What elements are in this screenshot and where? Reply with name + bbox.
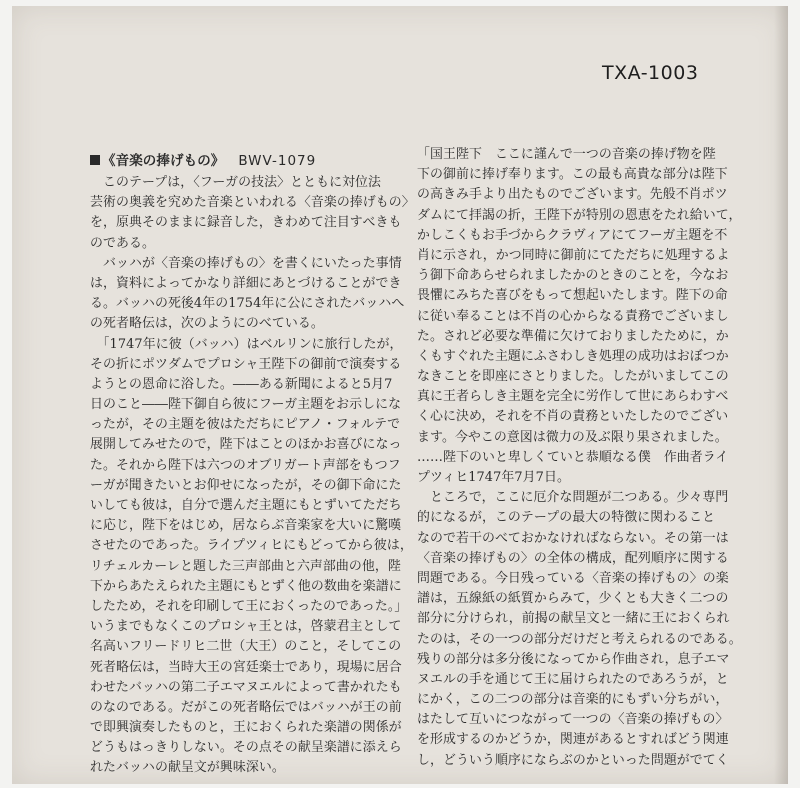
text-line: 展開してみせたので，陛下はことのほかお喜びになっ <box>90 437 402 453</box>
text-line: 譜は，五線紙の紙質からみて，少くとも大きく二つの <box>417 591 729 607</box>
text-line: はたして互いにつながって一つの〈音楽の捧げもの〉 <box>417 712 729 728</box>
text-line: リチェルカーレと題した三声部曲と六声部曲の他，陛 <box>90 558 401 574</box>
text-line: いうまでもなくこのプロシャ王とは，啓蒙君主として <box>90 619 402 635</box>
text-line: 問題である。今日残っている〈音楽の捧げもの〉の楽 <box>417 570 729 586</box>
text-line: く心に決め，それを不肖の責務といたしたのでござい <box>417 409 729 425</box>
text-line: た。それから陛下は六つのオブリガート声部をもつフ <box>90 457 401 473</box>
text-line: 部分に分けられ，前揭の献呈文と一緒に王におくられ <box>417 611 730 627</box>
text-line: バッハが〈音楽の捧げもの〉を書くにいたった事情 <box>90 255 402 271</box>
text-line: 残りの部分は多分後になってから作曲され，息子エマ <box>417 651 730 667</box>
text-line: ーガが聞きたいとお仰せになったが，その御下命にた <box>90 477 402 493</box>
text-line: にかく，この二つの部分は音楽的にもずい分ちがい， <box>417 692 729 708</box>
text-line: 「1747年に彼（バッハ）はベルリンに旅行したが， <box>90 336 403 352</box>
text-line: し，どういう順序にならぶのかといった問題がでてく <box>417 752 729 768</box>
text-line: れたバッハの献呈文が興味深い。 <box>90 760 285 776</box>
bwv-number: BWV-1079 <box>238 153 317 169</box>
text-line: 下からあたえられた主題にもとずく他の数曲を楽譜に <box>90 578 402 594</box>
text-line: 〈音楽の捧げもの〉の全体の構成，配列順序に関する <box>417 550 729 566</box>
text-line: このテープは，〈フーガの技法〉とともに対位法 <box>90 175 382 190</box>
text-line: どうもはっきりしない。その点その献呈楽譜に添えら <box>90 740 402 756</box>
right-text-lines <box>417 145 742 771</box>
text-line: くもすぐれた主題にふさわしき処理の成功はおぼつか <box>417 348 729 364</box>
left-column <box>90 151 415 779</box>
text-line: ところで，ここに厄介な問題が二つある。少々専門 <box>417 490 729 506</box>
text-line: かしこくもお手づからクラヴィアにてフーガ主題を不 <box>417 227 728 243</box>
text-line: に応じ，陛下をはじめ，居ならぶ音楽家を大いに驚嘆 <box>90 518 402 534</box>
text-line: ……陛下のいと卑しくていと恭順なる僕 作曲者ライ <box>417 449 729 465</box>
text-line: の高きみ手より出たものでございます。先般不肖ポツ <box>417 187 728 203</box>
text-line: ようとの恩命に浴した。――ある新聞によると5月7 <box>90 376 393 392</box>
text-line: なきことを即座にさとりました。したがいましてこの <box>417 369 729 385</box>
text-line: 的になるが，このテープの最大の特徴に関わること <box>417 510 716 526</box>
text-line: 肖に示され，かつ同時に御前にてただちに処理するよ <box>417 247 730 263</box>
text-line: 名高いフリードリヒ二世（大王）のこと，そしてこの <box>90 639 402 655</box>
text-line: 畏懼にみちた喜びをもって想起いたします。陛下の命 <box>417 288 728 304</box>
text-line: は，資料によってかなり詳細にあとづけることができ <box>90 275 402 291</box>
text-line: したため，それを印刷して王におくったのであった。」 <box>90 598 408 614</box>
text-line: る。バッハの死後4年の1754年に公にされたバッハへ <box>90 296 405 312</box>
text-line: 下の御前に捧げ奉ります。この最も高貴な部分は陛下 <box>417 167 728 183</box>
text-line: たのは，その一つの部分だけだと考えられるのである。 <box>417 631 742 647</box>
right-column <box>417 145 742 771</box>
text-line: わせたバッハの第二子エマヌエルによって書かれたも <box>90 679 402 695</box>
text-line: させたのであった。ライプツィヒにもどってから彼は， <box>90 538 413 554</box>
heading-title: 《音楽の捧げもの》 <box>102 153 225 169</box>
text-line: ヌエルの手を通じて王に届けられたのであろうが，と <box>417 671 729 687</box>
text-line: のなのである。だがこの死者略伝ではバッハが王の前 <box>90 699 402 715</box>
text-line: を，原典そのままに録音した，きわめて注目すべきも <box>90 215 402 231</box>
left-text-lines <box>90 173 415 779</box>
text-line: を形成するのかどうか，関連があるとすればどう関連 <box>417 732 729 748</box>
text-line: た。されど必要な準備に欠けておりましたために，か <box>417 328 729 344</box>
text-line: プツィヒ1747年7月7日。 <box>417 470 570 485</box>
text-line: その折にポツダムでプロシャ王陛下の御前で演奏する <box>90 356 402 372</box>
catalog-number: TXA-1003 <box>602 62 699 84</box>
text-line: 死者略伝は，当時大王の宮廷楽士であり，現場に居合 <box>90 659 402 675</box>
text-line: う御下命あらせられましたかのときのことを，今なお <box>417 268 729 284</box>
text-line: で即興演奏したものと，王におくられた楽譜の関係が <box>90 720 402 736</box>
text-line: ったが，その主題を彼はただちにピアノ・フォルテで <box>90 417 401 433</box>
text-line: ダムにて拝謁の折，王陛下が特別の恩恵をたれ給いて， <box>417 207 742 223</box>
text-line: に従い奉ることは不肖の心からなる責務でございまし <box>417 308 729 324</box>
square-bullet-icon <box>90 155 100 165</box>
text-line: いしても彼は，自分で選んだ主題にもとずいてただち <box>90 498 402 513</box>
text-line: ます。今やこの意図は微力の及ぶ限り果されました。 <box>417 429 728 445</box>
text-line: 芸術の奥義を究めた音楽といわれる〈音楽の捧げもの〉 <box>90 195 415 211</box>
text-line: 「国王陛下 ここに謹んで一つの音楽の捧げ物を陛 <box>417 147 716 162</box>
text-line: 真に王者らしき主題を完全に労作して世にあらわすべ <box>417 389 729 405</box>
text-line: 日のこと――陛下御自ら彼にフーガ主題をお示しにな <box>90 397 402 413</box>
text-line: の死者略伝は，次のようにのべている。 <box>90 316 324 332</box>
section-heading <box>90 151 400 173</box>
text-line: なので若干のべておかなければならない。その第一は <box>417 530 729 546</box>
text-line: のである。 <box>90 235 155 251</box>
liner-notes-page <box>12 6 788 784</box>
